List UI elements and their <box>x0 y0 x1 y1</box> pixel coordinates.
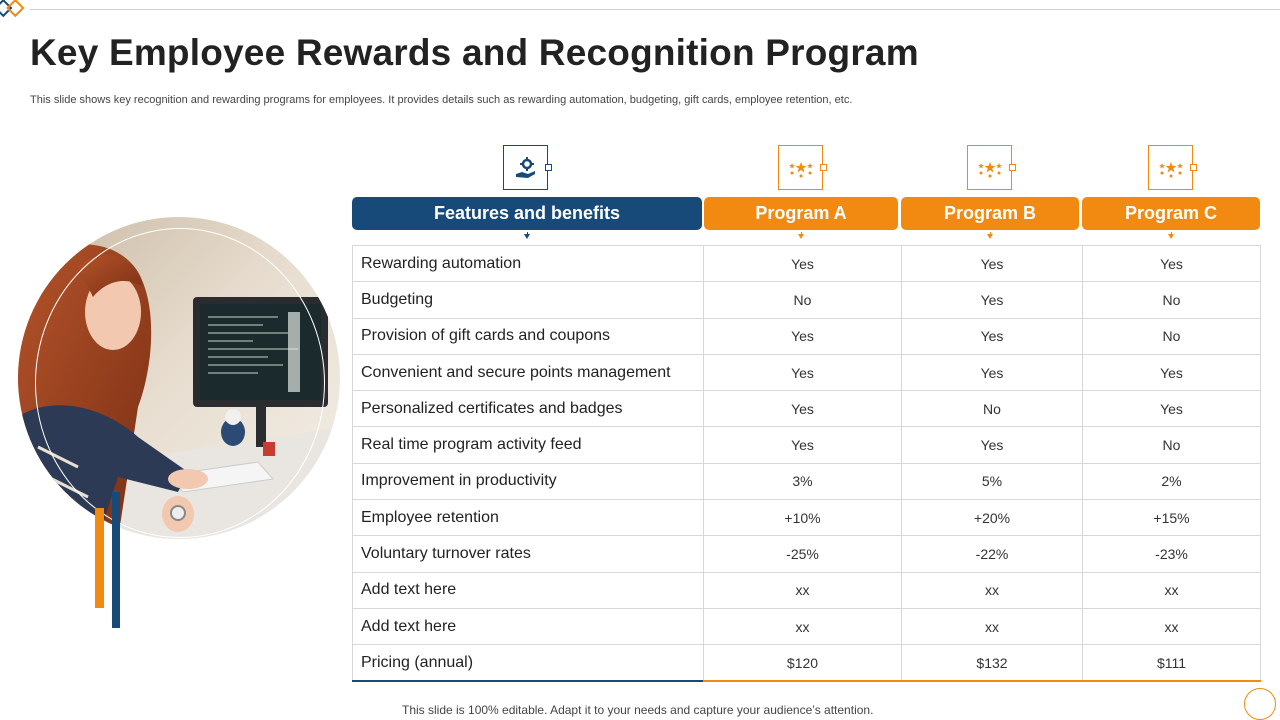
program-a-cell: xx <box>703 573 901 608</box>
program-c-cell: $111 <box>1082 645 1261 680</box>
program-b-cell: Yes <box>901 282 1082 317</box>
table-row <box>352 499 1261 535</box>
program-b-cell: Yes <box>901 355 1082 390</box>
program-a-cell: $120 <box>703 645 901 680</box>
table-row <box>352 535 1261 571</box>
header-program-c <box>1082 197 1260 230</box>
program-b-stars-icon <box>967 145 1012 190</box>
page-subtitle: This slide shows key recognition and rewarding programs for employees. It provides details such as rewarding automation, budgeting, gift cards, employee retention, etc. <box>30 94 853 106</box>
program-c-cell: 2% <box>1082 464 1261 499</box>
table-row <box>352 463 1261 499</box>
program-a-cell: 3% <box>703 464 901 499</box>
orange-accent-bar <box>95 508 104 608</box>
header-features-label: Features and benefits <box>433 203 621 223</box>
table-row <box>352 354 1261 390</box>
program-c-cell: Yes <box>1082 355 1261 390</box>
program-b-cell: xx <box>901 573 1082 608</box>
feature-cell: Improvement in productivity <box>352 464 703 499</box>
program-c-cell: +15% <box>1082 500 1261 535</box>
program-c-cell: -23% <box>1082 536 1261 571</box>
table-row <box>352 644 1261 680</box>
feature-cell: Voluntary turnover rates <box>352 536 703 571</box>
program-a-cell: Yes <box>703 319 901 354</box>
program-c-cell: No <box>1082 282 1261 317</box>
table-row <box>352 608 1261 644</box>
table-bottom-rule-blue <box>352 680 703 682</box>
program-a-cell: xx <box>703 609 901 644</box>
program-b-cell: $132 <box>901 645 1082 680</box>
feature-cell: Provision of gift cards and coupons <box>352 319 703 354</box>
employee-photo <box>18 217 340 539</box>
program-a-cell: -25% <box>703 536 901 571</box>
brand-logo-icon <box>0 0 30 20</box>
program-c-cell: xx <box>1082 609 1261 644</box>
header-program-c-label: Program C <box>1124 203 1218 223</box>
program-b-cell: -22% <box>901 536 1082 571</box>
program-a-cell: Yes <box>703 427 901 462</box>
top-divider <box>30 9 1280 10</box>
program-a-cell: Yes <box>703 246 901 281</box>
program-c-stars-icon <box>1148 145 1193 190</box>
program-a-cell: Yes <box>703 355 901 390</box>
program-b-cell: 5% <box>901 464 1082 499</box>
program-b-cell: No <box>901 391 1082 426</box>
feature-cell: Rewarding automation <box>352 246 703 281</box>
program-a-cell: +10% <box>703 500 901 535</box>
program-b-cell: xx <box>901 609 1082 644</box>
feature-cell: Convenient and secure points management <box>352 355 703 390</box>
feature-cell: Add text here <box>352 573 703 608</box>
table-bottom-rule-orange <box>703 680 1261 682</box>
feature-cell: Employee retention <box>352 500 703 535</box>
program-a-cell: No <box>703 282 901 317</box>
table-row <box>352 281 1261 317</box>
comparison-table <box>352 245 1261 681</box>
program-b-cell: +20% <box>901 500 1082 535</box>
program-b-cell: Yes <box>901 427 1082 462</box>
footer-note: This slide is 100% editable. Adapt it to your needs and capture your audience’s attention. <box>402 703 874 717</box>
program-c-cell: xx <box>1082 573 1261 608</box>
feature-cell: Add text here <box>352 609 703 644</box>
header-program-b <box>901 197 1079 230</box>
header-program-b-label: Program B <box>943 203 1037 223</box>
table-row <box>352 426 1261 462</box>
program-c-cell: No <box>1082 319 1261 354</box>
corner-circle-decoration <box>1244 688 1276 720</box>
header-features <box>352 197 702 230</box>
header-program-a <box>704 197 898 230</box>
program-b-cell: Yes <box>901 246 1082 281</box>
program-c-cell: Yes <box>1082 246 1261 281</box>
table-row <box>352 390 1261 426</box>
program-a-cell: Yes <box>703 391 901 426</box>
program-c-cell: Yes <box>1082 391 1261 426</box>
gear-in-hand-icon <box>503 145 548 190</box>
feature-cell: Personalized certificates and badges <box>352 391 703 426</box>
header-program-a-label: Program A <box>755 203 847 223</box>
table-row <box>352 245 1261 281</box>
feature-cell: Real time program activity feed <box>352 427 703 462</box>
page-title: Key Employee Rewards and Recognition Program <box>30 32 919 73</box>
feature-cell: Budgeting <box>352 282 703 317</box>
table-row <box>352 318 1261 354</box>
table-row <box>352 572 1261 608</box>
blue-accent-bar <box>112 492 120 628</box>
program-b-cell: Yes <box>901 319 1082 354</box>
feature-cell: Pricing (annual) <box>352 645 703 680</box>
program-c-cell: No <box>1082 427 1261 462</box>
program-a-stars-icon <box>778 145 823 190</box>
